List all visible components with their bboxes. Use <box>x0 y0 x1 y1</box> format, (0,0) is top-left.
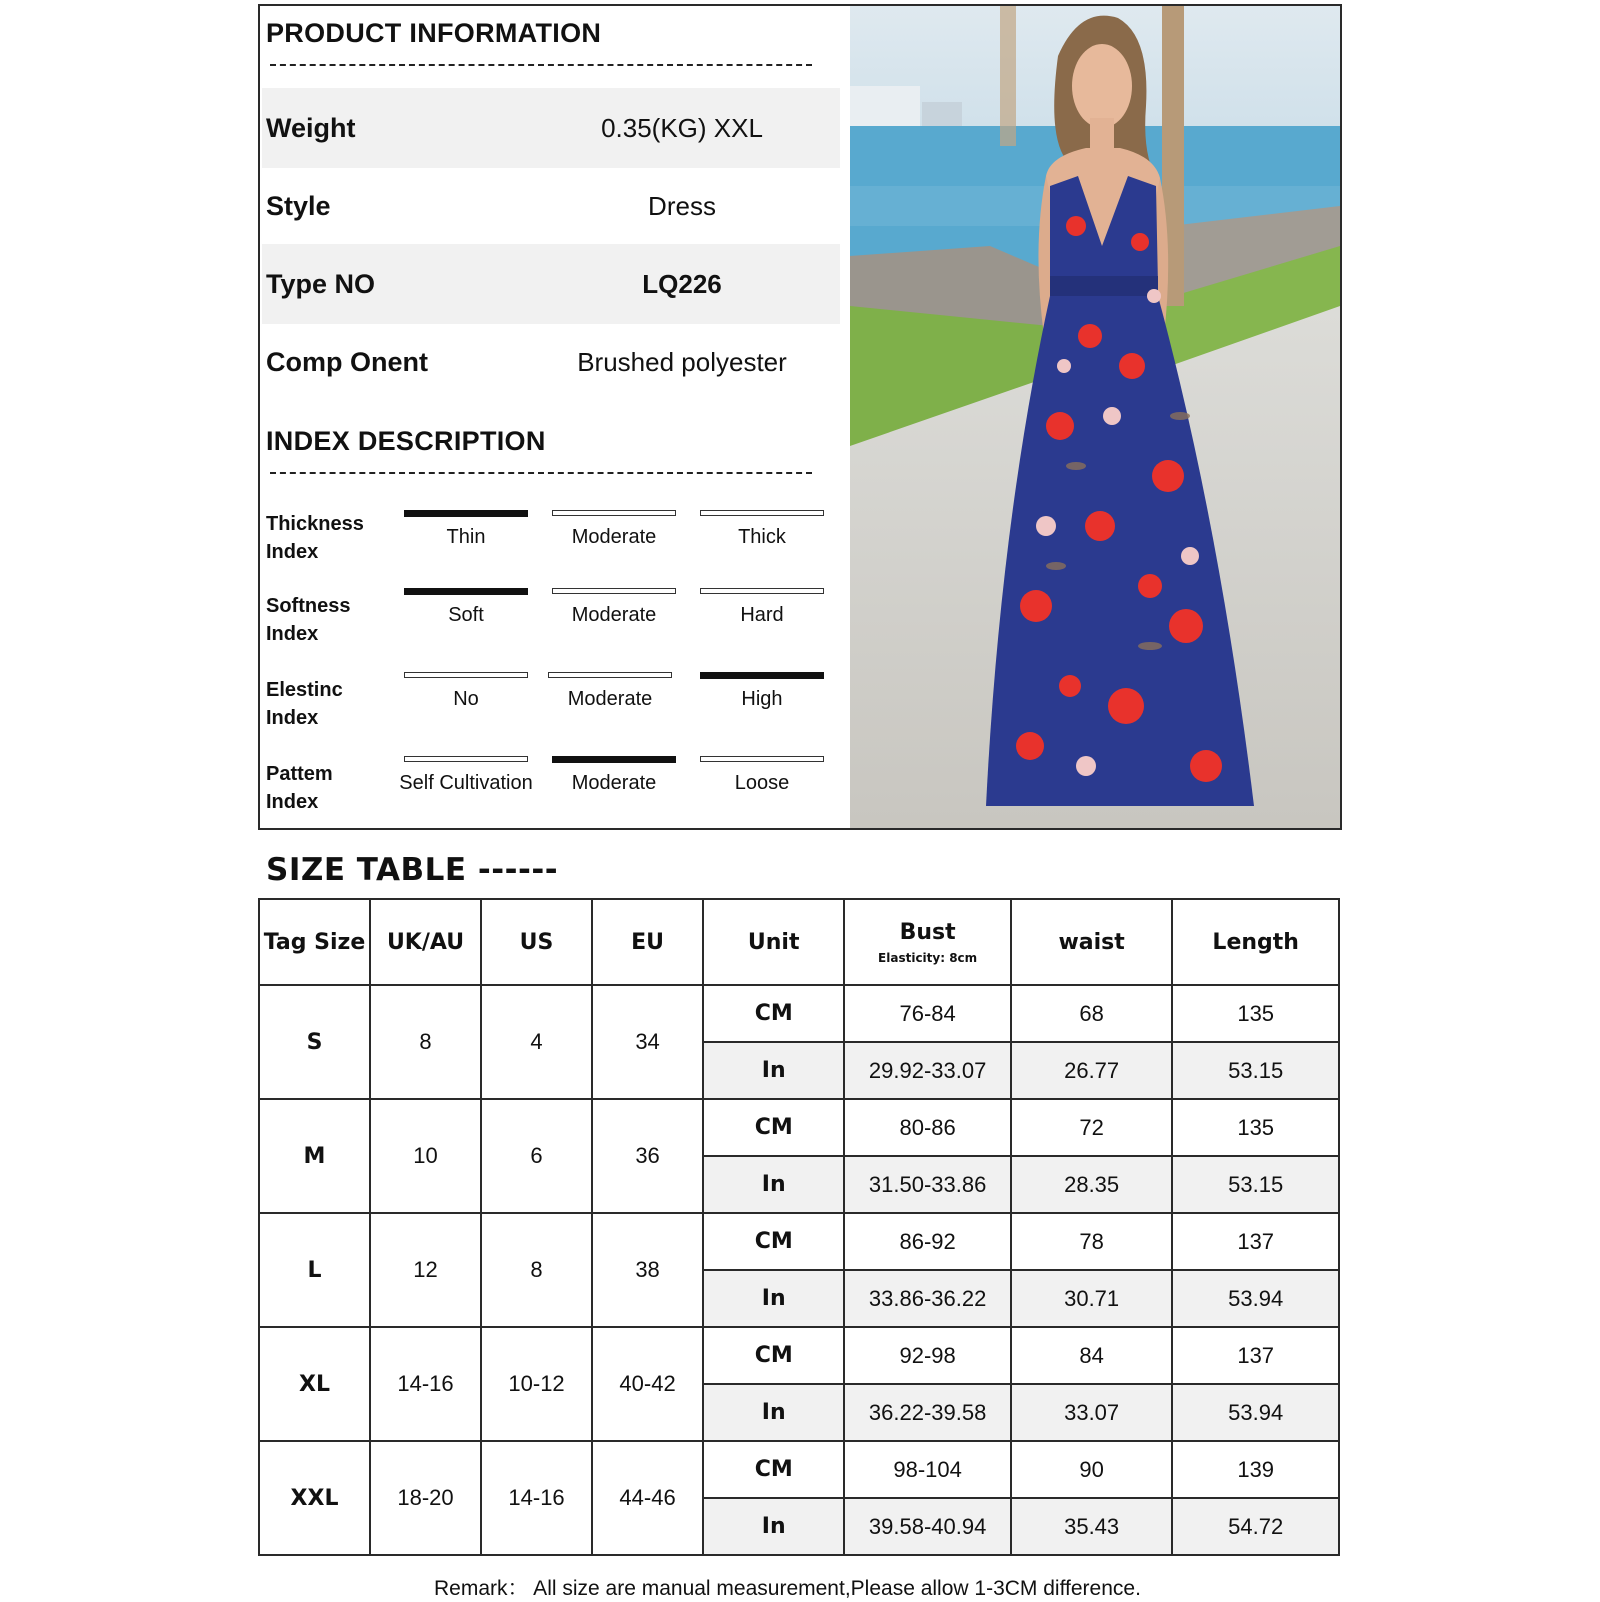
index-option <box>552 510 676 570</box>
us-cell: 6 <box>481 1099 592 1213</box>
info-value: LQ226 <box>642 269 722 299</box>
bust-cell: 31.50-33.86 <box>844 1156 1011 1213</box>
bust-cell: 80-86 <box>844 1099 1011 1156</box>
info-label: Weight <box>266 113 356 143</box>
length-cell: 53.94 <box>1172 1270 1339 1327</box>
dashed-divider <box>270 472 812 474</box>
index-description-title: INDEX DESCRIPTION <box>266 426 546 456</box>
unit-cell: In <box>703 1270 844 1327</box>
unit-cell: CM <box>703 985 844 1042</box>
index-bar <box>404 756 528 762</box>
index-option-label: Loose <box>734 772 790 794</box>
index-option-label: Moderate <box>571 604 657 626</box>
header-bust <box>844 899 1011 985</box>
eu-cell: 44-46 <box>592 1441 703 1555</box>
index-label: Softness Index <box>266 595 351 645</box>
eu-cell: 36 <box>592 1099 703 1213</box>
tag-size-cell: S <box>259 985 370 1099</box>
waist-cell: 68 <box>1011 985 1172 1042</box>
waist-cell: 84 <box>1011 1327 1172 1384</box>
header-eu: EU <box>592 899 703 985</box>
table-row <box>259 1327 1339 1384</box>
size-table <box>258 898 1340 1556</box>
header-bust-label: Bust <box>899 919 956 945</box>
waist-cell: 78 <box>1011 1213 1172 1270</box>
index-option-label: Moderate <box>567 688 653 710</box>
unit-cell: In <box>703 1384 844 1441</box>
index-bar <box>700 672 824 679</box>
us-cell: 10-12 <box>481 1327 592 1441</box>
tag-size-cell: M <box>259 1099 370 1213</box>
index-option <box>399 756 533 816</box>
table-row <box>259 1213 1339 1270</box>
info-row-type-no <box>262 244 840 324</box>
index-option-label: Thick <box>738 526 786 548</box>
uk-au-cell: 18-20 <box>370 1441 481 1555</box>
waist-cell: 26.77 <box>1011 1042 1172 1099</box>
info-label: Type NO <box>266 269 376 299</box>
waist-cell: 33.07 <box>1011 1384 1172 1441</box>
index-option <box>552 756 676 816</box>
product-info-section <box>260 6 852 828</box>
product-photo <box>850 6 1340 828</box>
index-option <box>404 510 528 570</box>
waist-cell: 30.71 <box>1011 1270 1172 1327</box>
index-option <box>552 588 676 648</box>
header-uk-au: UK/AU <box>370 899 481 985</box>
index-option-label: Hard <box>740 604 784 626</box>
uk-au-cell: 12 <box>370 1213 481 1327</box>
length-cell: 137 <box>1172 1213 1339 1270</box>
unit-cell: In <box>703 1156 844 1213</box>
index-row-softness <box>260 592 840 676</box>
waist-cell: 90 <box>1011 1441 1172 1498</box>
index-bar <box>404 510 528 517</box>
index-option <box>404 672 528 732</box>
tag-size-cell: L <box>259 1213 370 1327</box>
us-cell: 14-16 <box>481 1441 592 1555</box>
index-bar <box>548 672 672 678</box>
unit-cell: In <box>703 1042 844 1099</box>
tag-size-cell: XL <box>259 1327 370 1441</box>
length-cell: 139 <box>1172 1441 1339 1498</box>
index-option-label: Self Cultivation <box>399 772 533 794</box>
header-tag-size: Tag Size <box>259 899 370 985</box>
bust-cell: 86-92 <box>844 1213 1011 1270</box>
index-label: Thickness Index <box>266 513 364 563</box>
table-row <box>259 1441 1339 1498</box>
index-option-label: No <box>453 688 479 710</box>
header-length: Length <box>1172 899 1339 985</box>
info-row-weight <box>262 88 840 168</box>
index-option <box>404 588 528 648</box>
length-cell: 53.15 <box>1172 1156 1339 1213</box>
unit-cell: In <box>703 1498 844 1555</box>
index-option-label: High <box>741 688 783 710</box>
header-us: US <box>481 899 592 985</box>
uk-au-cell: 8 <box>370 985 481 1099</box>
info-value: 0.35(KG) XXL <box>601 113 763 143</box>
index-row-thickness <box>260 510 840 594</box>
info-label: Style <box>266 191 331 221</box>
product-info-title: PRODUCT INFORMATION <box>266 18 602 48</box>
info-value: Brushed polyester <box>577 347 787 377</box>
us-cell: 8 <box>481 1213 592 1327</box>
info-row-style <box>262 166 840 246</box>
unit-cell: CM <box>703 1441 844 1498</box>
table-row <box>259 985 1339 1042</box>
index-bar <box>404 672 528 678</box>
index-label: Pattem Index <box>266 763 333 813</box>
index-bar <box>552 588 676 594</box>
index-label: Elestinc Index <box>266 679 343 729</box>
remark-text: Remark： All size are manual measurement,Please allow 1-3CM difference. <box>434 1577 1141 1600</box>
index-option-label: Soft <box>448 604 484 626</box>
info-value: Dress <box>648 191 716 221</box>
eu-cell: 40-42 <box>592 1327 703 1441</box>
uk-au-cell: 14-16 <box>370 1327 481 1441</box>
index-bar <box>700 588 824 594</box>
uk-au-cell: 10 <box>370 1099 481 1213</box>
size-table-title: SIZE TABLE ------ <box>266 852 559 888</box>
length-cell: 135 <box>1172 1099 1339 1156</box>
index-option-label: Moderate <box>571 526 657 548</box>
length-cell: 53.94 <box>1172 1384 1339 1441</box>
model-dress-illustration <box>850 6 1340 828</box>
header-bust-note: Elasticity: 8cm <box>878 950 978 965</box>
index-bar <box>552 756 676 763</box>
length-cell: 137 <box>1172 1327 1339 1384</box>
index-option <box>700 672 824 732</box>
length-cell: 53.15 <box>1172 1042 1339 1099</box>
index-bar <box>552 510 676 516</box>
index-bar <box>700 756 824 762</box>
eu-cell: 38 <box>592 1213 703 1327</box>
bust-cell: 98-104 <box>844 1441 1011 1498</box>
table-row <box>259 1099 1339 1156</box>
index-row-pattern <box>260 760 840 844</box>
bust-cell: 33.86-36.22 <box>844 1270 1011 1327</box>
bust-cell: 39.58-40.94 <box>844 1498 1011 1555</box>
index-row-elasticity <box>260 676 840 760</box>
header-waist: waist <box>1011 899 1172 985</box>
waist-cell: 28.35 <box>1011 1156 1172 1213</box>
eu-cell: 34 <box>592 985 703 1099</box>
info-label: Comp Onent <box>266 347 428 377</box>
unit-cell: CM <box>703 1099 844 1156</box>
info-row-component <box>262 322 840 402</box>
index-option <box>700 510 824 570</box>
index-option-label: Moderate <box>571 772 657 794</box>
size-table-header <box>259 899 1339 985</box>
header-unit: Unit <box>703 899 844 985</box>
bust-cell: 36.22-39.58 <box>844 1384 1011 1441</box>
unit-cell: CM <box>703 1213 844 1270</box>
product-info-panel <box>258 4 1342 830</box>
index-bar <box>404 588 528 595</box>
unit-cell: CM <box>703 1327 844 1384</box>
us-cell: 4 <box>481 985 592 1099</box>
waist-cell: 35.43 <box>1011 1498 1172 1555</box>
bust-cell: 76-84 <box>844 985 1011 1042</box>
index-bar <box>700 510 824 516</box>
dashed-divider <box>270 64 812 66</box>
waist-cell: 72 <box>1011 1099 1172 1156</box>
index-option <box>700 756 824 816</box>
length-cell: 54.72 <box>1172 1498 1339 1555</box>
length-cell: 135 <box>1172 985 1339 1042</box>
index-option-label: Thin <box>446 526 486 548</box>
tag-size-cell: XXL <box>259 1441 370 1555</box>
bust-cell: 29.92-33.07 <box>844 1042 1011 1099</box>
index-option <box>548 672 672 732</box>
index-option <box>700 588 824 648</box>
bust-cell: 92-98 <box>844 1327 1011 1384</box>
